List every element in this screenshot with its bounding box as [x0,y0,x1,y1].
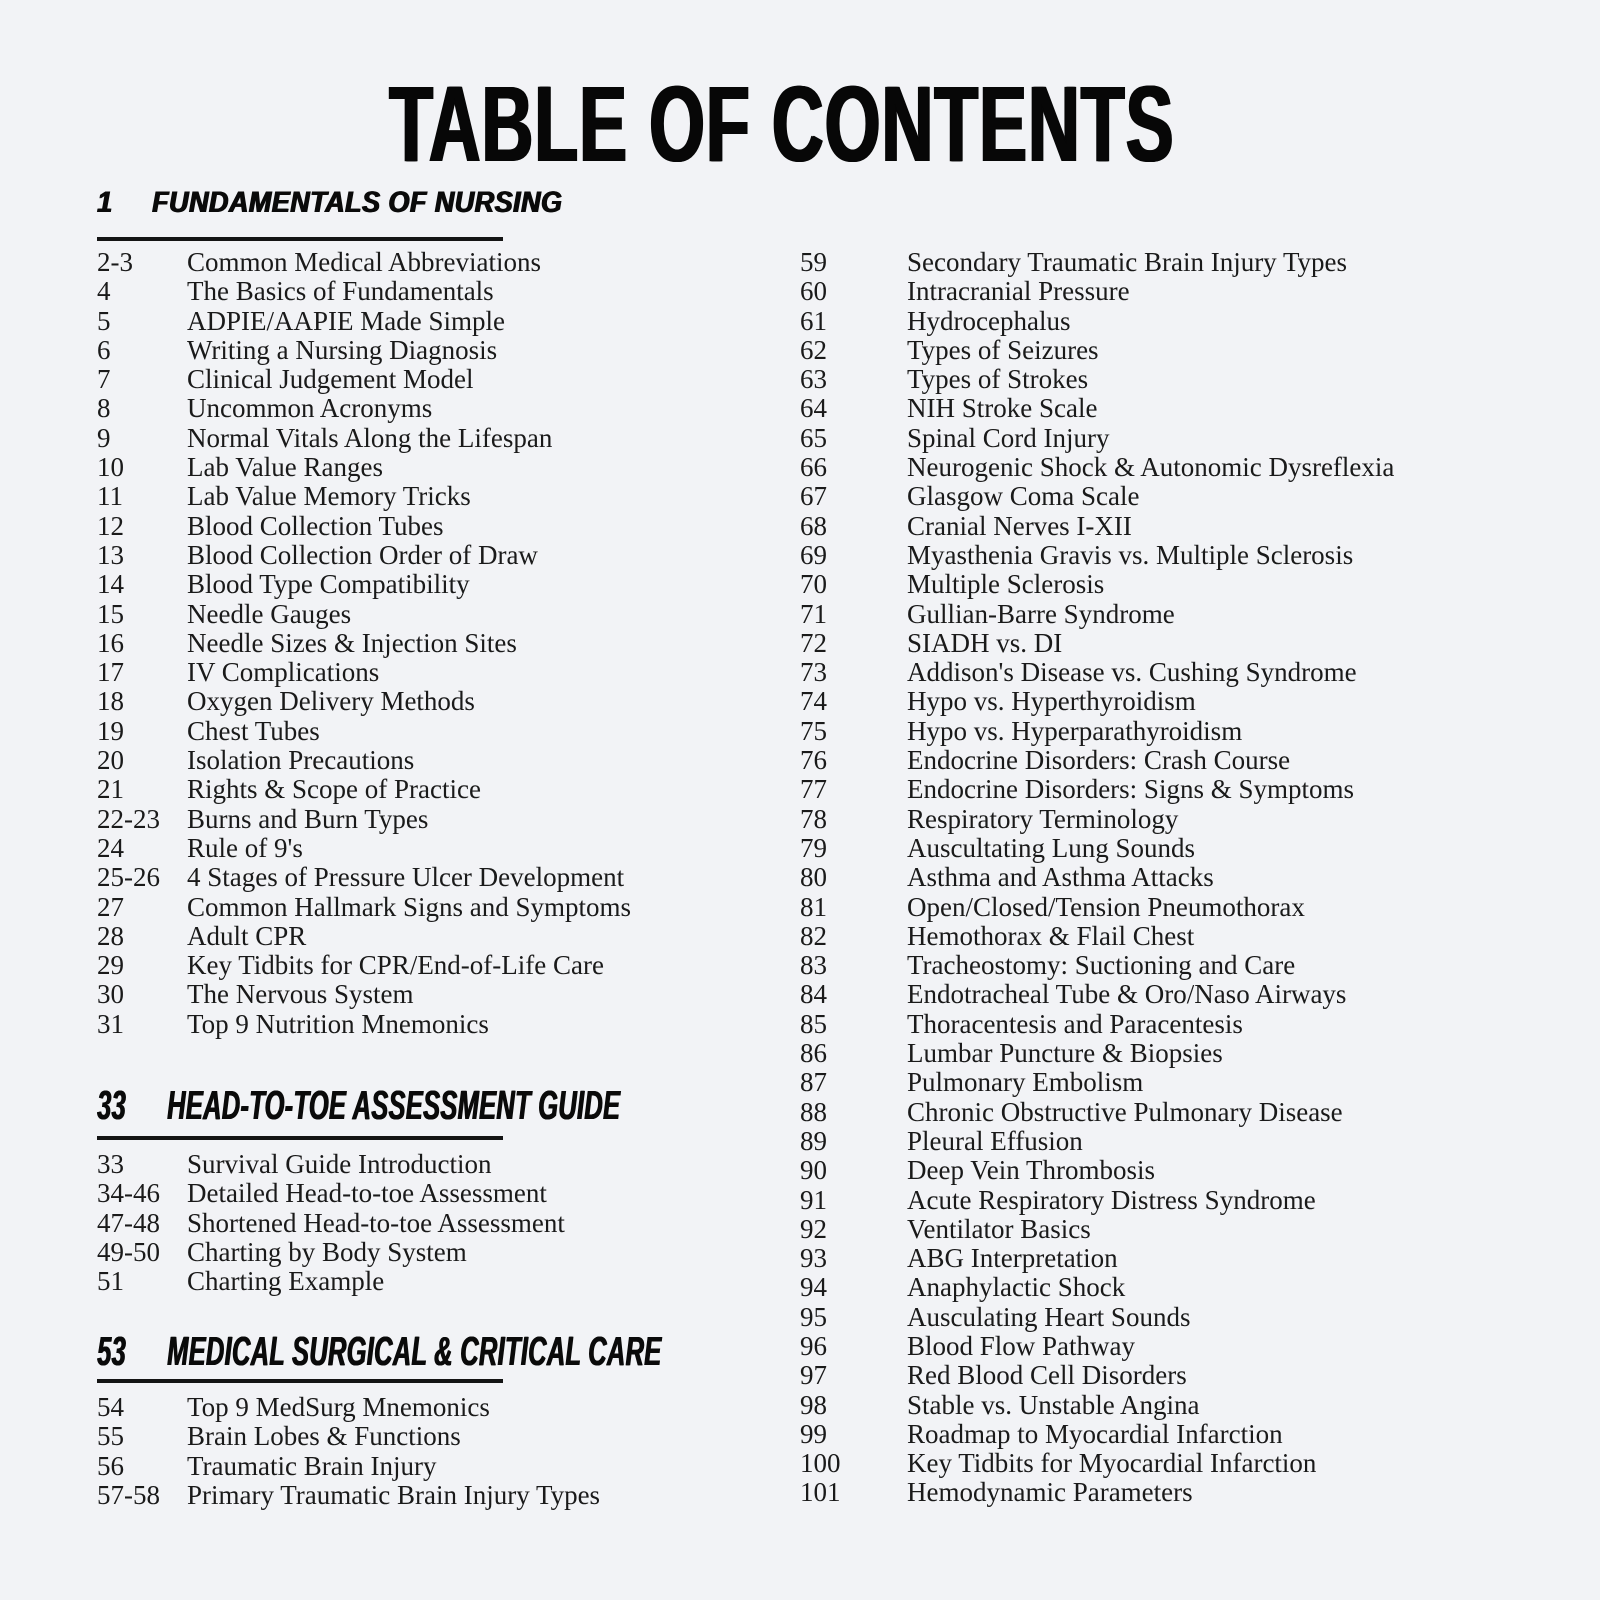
toc-entry-pages: 12 [97,510,124,541]
toc-entry-pages: 16 [97,627,124,658]
toc-entry-title: Uncommon Acronyms [187,393,433,424]
toc-entry-title: Lab Value Ranges [187,452,383,483]
toc-entry-title: ABG Interpretation [907,1243,1118,1274]
toc-entry-pages: 62 [800,334,827,365]
toc-entry-title: Blood Type Compatibility [187,569,470,600]
toc-entry-title: Addison's Disease vs. Cushing Syndrome [907,657,1357,688]
toc-entry-title: Red Blood Cell Disorders [907,1360,1187,1391]
toc-entry-pages: 21 [97,774,124,805]
toc-entry-pages: 9 [97,422,111,453]
toc-entry-title: Common Medical Abbreviations [187,247,541,277]
toc-entry-pages: 73 [800,657,827,688]
toc-entry-row [97,1179,787,1208]
toc-entry-row [97,1150,787,1179]
toc-entry-pages: 55 [97,1421,124,1452]
section-heading-head-to-toe [97,1082,621,1128]
toc-entry-pages: 17 [97,657,124,688]
toc-entry-row [97,512,787,541]
toc-entry-pages: 75 [800,715,827,746]
toc-entry-pages: 11 [97,481,123,512]
toc-entry-title: Survival Guide Introduction [187,1149,492,1179]
toc-entry-row [800,1098,1520,1127]
toc-entry-pages: 29 [97,950,124,981]
toc-entry-row [800,570,1520,599]
toc-entry-row [800,277,1520,306]
toc-entry-row [800,1127,1520,1156]
toc-entry-pages: 47-48 [97,1207,160,1238]
toc-entry-title: Open/Closed/Tension Pneumothorax [907,891,1305,922]
toc-entry-row [800,1361,1520,1390]
toc-entry-row [800,805,1520,834]
toc-entry-pages: 51 [97,1266,124,1297]
toc-entry-pages: 87 [800,1067,827,1098]
section-number: 1 [97,186,113,219]
toc-entry-title: ADPIE/AAPIE Made Simple [187,305,505,336]
toc-entry-pages: 4 [97,276,111,307]
toc-entry-row [97,1209,787,1238]
toc-entry-row [800,394,1520,423]
toc-entry-title: Rights & Scope of Practice [187,774,481,805]
toc-entry-pages: 77 [800,774,827,805]
toc-entry-title: Hypo vs. Hyperparathyroidism [907,715,1243,746]
toc-entry-pages: 71 [800,598,827,629]
toc-entry-title: The Nervous System [187,979,414,1010]
section-number: 33 [97,1082,126,1128]
toc-entry-title: Auscultating Lung Sounds [907,832,1195,863]
toc-entry-row [800,541,1520,570]
toc-entry-row [97,893,787,922]
toc-entry-title: Key Tidbits for Myocardial Infarction [907,1448,1317,1479]
toc-list-head-to-toe [97,1150,787,1296]
toc-entry-title: NIH Stroke Scale [907,393,1098,424]
toc-entry-row [800,307,1520,336]
toc-entry-row [800,482,1520,511]
toc-entry-pages: 54 [97,1392,124,1422]
section-title: MEDICAL SURGICAL & CRITICAL CARE [167,1328,662,1374]
toc-entry-title: Hemothorax & Flail Chest [907,920,1195,951]
toc-entry-row [800,453,1520,482]
toc-entry-title: Glasgow Coma Scale [907,481,1140,512]
toc-entry-row [97,307,787,336]
toc-entry-row [800,1244,1520,1273]
section-title: FUNDAMENTALS OF NURSING [151,186,563,219]
toc-entry-pages: 97 [800,1360,827,1391]
toc-entry-row [97,805,787,834]
toc-entry-row [800,951,1520,980]
toc-entry-row [800,1068,1520,1097]
toc-entry-pages: 15 [97,598,124,629]
toc-entry-title: IV Complications [187,657,380,688]
toc-entry-pages: 99 [800,1418,827,1449]
toc-entry-title: Spinal Cord Injury [907,422,1110,453]
toc-entry-pages: 2-3 [97,247,133,277]
toc-entry-pages: 82 [800,920,827,951]
toc-entry-pages: 7 [97,364,111,395]
toc-entry-pages: 95 [800,1301,827,1332]
toc-entry-title: Secondary Traumatic Brain Injury Types [907,247,1348,277]
toc-entry-row [800,687,1520,716]
toc-entry-pages: 78 [800,803,827,834]
toc-entry-row [800,600,1520,629]
section-title: HEAD-TO-TOE ASSESSMENT GUIDE [167,1082,621,1128]
toc-entry-title: Primary Traumatic Brain Injury Types [187,1479,601,1510]
toc-list-fundamentals [97,248,787,1039]
toc-entry-row [800,512,1520,541]
toc-entry-row [800,1303,1520,1332]
toc-entry-pages: 85 [800,1008,827,1039]
toc-entry-pages: 101 [800,1477,841,1508]
toc-entry-title: Hemodynamic Parameters [907,1477,1193,1508]
toc-entry-pages: 33 [97,1149,124,1179]
toc-entry-pages: 83 [800,950,827,981]
toc-entry-row [97,394,787,423]
toc-entry-row [97,1481,787,1510]
toc-entry-pages: 64 [800,393,827,424]
toc-entry-title: Ausculating Heart Sounds [907,1301,1191,1332]
toc-entry-title: 4 Stages of Pressure Ulcer Development [187,862,625,893]
toc-entry-pages: 49-50 [97,1236,160,1267]
toc-entry-row [97,1422,787,1451]
toc-entry-row [97,629,787,658]
toc-entry-pages: 19 [97,715,124,746]
toc-entry-row [97,863,787,892]
toc-entry-title: Thoracentesis and Paracentesis [907,1008,1243,1039]
toc-entry-row [800,717,1520,746]
section-divider [97,1379,503,1383]
toc-entry-title: Clinical Judgement Model [187,364,474,395]
toc-entry-row [800,922,1520,951]
toc-entry-title: Ventilator Basics [907,1213,1091,1244]
toc-entry-row [97,1452,787,1481]
toc-entry-title: Chest Tubes [187,715,320,746]
toc-entry-row [800,1332,1520,1361]
toc-entry-title: The Basics of Fundamentals [187,276,494,307]
toc-entry-pages: 18 [97,686,124,717]
toc-entry-title: Charting by Body System [187,1236,467,1267]
toc-entry-title: Top 9 Nutrition Mnemonics [187,1008,489,1039]
toc-entry-pages: 88 [800,1096,827,1127]
toc-entry-row [97,570,787,599]
toc-entry-title: Key Tidbits for CPR/End-of-Life Care [187,950,604,981]
toc-entry-row [800,629,1520,658]
toc-entry-title: Endocrine Disorders: Signs & Symptoms [907,774,1354,805]
toc-entry-pages: 86 [800,1038,827,1069]
toc-entry-row [97,1238,787,1267]
toc-entry-title: Charting Example [187,1266,385,1297]
toc-entry-title: Multiple Sclerosis [907,569,1105,600]
toc-entry-pages: 5 [97,305,111,336]
toc-entry-pages: 70 [800,569,827,600]
toc-entry-pages: 68 [800,510,827,541]
toc-entry-row [97,541,787,570]
toc-entry-pages: 31 [97,1008,124,1039]
toc-entry-row [97,248,787,277]
toc-entry-row [800,658,1520,687]
toc-entry-row [800,980,1520,1009]
toc-entry-title: Needle Gauges [187,598,352,629]
toc-entry-title: Pleural Effusion [907,1125,1083,1156]
toc-entry-pages: 91 [800,1184,827,1215]
toc-entry-row [800,1039,1520,1068]
toc-entry-pages: 66 [800,452,827,483]
toc-entry-title: Normal Vitals Along the Lifespan [187,422,553,453]
toc-entry-pages: 67 [800,481,827,512]
toc-entry-row [800,1215,1520,1244]
toc-entry-row [97,1010,787,1039]
toc-entry-title: Gullian-Barre Syndrome [907,598,1175,629]
toc-entry-title: Brain Lobes & Functions [187,1421,461,1452]
toc-entry-title: Needle Sizes & Injection Sites [187,627,517,658]
toc-entry-row [97,687,787,716]
toc-entry-title: Traumatic Brain Injury [187,1450,437,1481]
toc-entry-row [800,1420,1520,1449]
section-number: 53 [97,1328,126,1374]
toc-entry-pages: 90 [800,1155,827,1186]
toc-entry-title: SIADH vs. DI [907,627,1063,658]
toc-entry-title: Roadmap to Myocardial Infarction [907,1418,1283,1449]
toc-entry-row [97,1393,787,1422]
toc-entry-row [800,863,1520,892]
toc-entry-pages: 93 [800,1243,827,1274]
toc-entry-pages: 34-46 [97,1178,160,1209]
toc-entry-pages: 84 [800,979,827,1010]
toc-entry-row [97,775,787,804]
toc-entry-title: Intracranial Pressure [907,276,1130,307]
toc-entry-row [800,365,1520,394]
toc-entry-title: Detailed Head-to-toe Assessment [187,1178,547,1209]
toc-entry-row [97,365,787,394]
toc-entry-pages: 69 [800,539,827,570]
toc-entry-title: Respiratory Terminology [907,803,1179,834]
toc-entry-pages: 81 [800,891,827,922]
toc-entry-title: Blood Collection Tubes [187,510,444,541]
toc-entry-pages: 22-23 [97,803,160,834]
toc-list-medsurg [97,1393,787,1510]
toc-entry-row [800,1449,1520,1478]
toc-entry-pages: 27 [97,891,124,922]
toc-entry-row [800,1156,1520,1185]
toc-entry-row [97,922,787,951]
toc-entry-pages: 96 [800,1330,827,1361]
toc-entry-pages: 98 [800,1389,827,1420]
toc-entry-pages: 28 [97,920,124,951]
toc-entry-title: Blood Flow Pathway [907,1330,1136,1361]
toc-entry-title: Adult CPR [187,920,307,951]
toc-entry-title: Common Hallmark Signs and Symptoms [187,891,632,922]
toc-entry-row [97,600,787,629]
toc-entry-title: Acute Respiratory Distress Syndrome [907,1184,1316,1215]
section-divider [97,237,503,241]
toc-entry-row [800,746,1520,775]
toc-entry-title: Isolation Precautions [187,745,415,776]
section-divider [97,1136,503,1140]
toc-entry-title: Types of Strokes [907,364,1089,395]
toc-entry-title: Types of Seizures [907,334,1099,365]
toc-list-right-column [800,248,1520,1508]
toc-entry-row [97,746,787,775]
toc-entry-row [800,1010,1520,1039]
toc-entry-title: Chronic Obstructive Pulmonary Disease [907,1096,1343,1127]
toc-entry-row [97,658,787,687]
toc-entry-title: Pulmonary Embolism [907,1067,1144,1098]
toc-entry-row [800,893,1520,922]
toc-entry-row [97,336,787,365]
toc-entry-row [97,980,787,1009]
toc-entry-row [97,1267,787,1296]
toc-entry-row [800,1186,1520,1215]
toc-entry-title: Blood Collection Order of Draw [187,539,538,570]
toc-entry-row [800,775,1520,804]
toc-entry-pages: 20 [97,745,124,776]
toc-entry-pages: 94 [800,1272,827,1303]
toc-entry-row [800,834,1520,863]
toc-entry-row [800,1273,1520,1302]
toc-entry-pages: 79 [800,832,827,863]
toc-entry-row [800,248,1520,277]
toc-entry-row [800,1391,1520,1420]
toc-entry-pages: 24 [97,832,124,863]
toc-entry-title: Stable vs. Unstable Angina [907,1389,1200,1420]
toc-entry-pages: 63 [800,364,827,395]
toc-entry-title: Anaphylactic Shock [907,1272,1126,1303]
toc-entry-pages: 25-26 [97,862,160,893]
toc-entry-title: Neurogenic Shock & Autonomic Dysreflexia [907,452,1395,483]
toc-entry-pages: 60 [800,276,827,307]
toc-entry-pages: 80 [800,862,827,893]
toc-entry-pages: 72 [800,627,827,658]
toc-entry-title: Deep Vein Thrombosis [907,1155,1155,1186]
toc-entry-title: Asthma and Asthma Attacks [907,862,1214,893]
toc-entry-pages: 65 [800,422,827,453]
toc-entry-pages: 8 [97,393,111,424]
toc-entry-row [97,453,787,482]
toc-entry-title: Myasthenia Gravis vs. Multiple Sclerosis [907,539,1354,570]
toc-entry-title: Writing a Nursing Diagnosis [187,334,498,365]
toc-entry-row [97,277,787,306]
toc-entry-title: Rule of 9's [187,832,303,863]
toc-entry-title: Cranial Nerves I-XII [907,510,1132,541]
toc-entry-pages: 56 [97,1450,124,1481]
toc-entry-pages: 30 [97,979,124,1010]
toc-entry-title: Endocrine Disorders: Crash Course [907,745,1291,776]
toc-entry-title: Shortened Head-to-toe Assessment [187,1207,565,1238]
toc-entry-title: Endotracheal Tube & Oro/Naso Airways [907,979,1347,1010]
toc-entry-pages: 92 [800,1213,827,1244]
toc-entry-pages: 13 [97,539,124,570]
toc-entry-title: Lab Value Memory Tricks [187,481,471,512]
toc-entry-pages: 59 [800,247,827,277]
toc-entry-row [97,951,787,980]
toc-entry-row [800,424,1520,453]
toc-entry-row [97,717,787,746]
toc-entry-pages: 74 [800,686,827,717]
toc-entry-pages: 6 [97,334,111,365]
toc-entry-title: Hypo vs. Hyperthyroidism [907,686,1196,717]
toc-entry-title: Burns and Burn Types [187,803,429,834]
toc-entry-row [97,424,787,453]
toc-entry-pages: 100 [800,1448,841,1479]
toc-entry-pages: 89 [800,1125,827,1156]
toc-entry-pages: 76 [800,745,827,776]
section-heading-medsurg [97,1328,662,1374]
toc-entry-title: Top 9 MedSurg Mnemonics [187,1392,490,1422]
page-title: TABLE OF CONTENTS [389,63,1175,184]
toc-entry-title: Oxygen Delivery Methods [187,686,475,717]
toc-entry-row [97,482,787,511]
toc-entry-title: Lumbar Puncture & Biopsies [907,1038,1223,1069]
toc-entry-pages: 14 [97,569,124,600]
toc-entry-row [97,834,787,863]
toc-entry-row [800,1478,1520,1507]
toc-entry-pages: 57-58 [97,1479,160,1510]
toc-entry-title: Tracheostomy: Suctioning and Care [907,950,1296,981]
toc-entry-pages: 61 [800,305,827,336]
section-heading-fundamentals [97,188,562,218]
toc-entry-pages: 10 [97,452,124,483]
toc-entry-row [800,336,1520,365]
toc-entry-title: Hydrocephalus [907,305,1071,336]
